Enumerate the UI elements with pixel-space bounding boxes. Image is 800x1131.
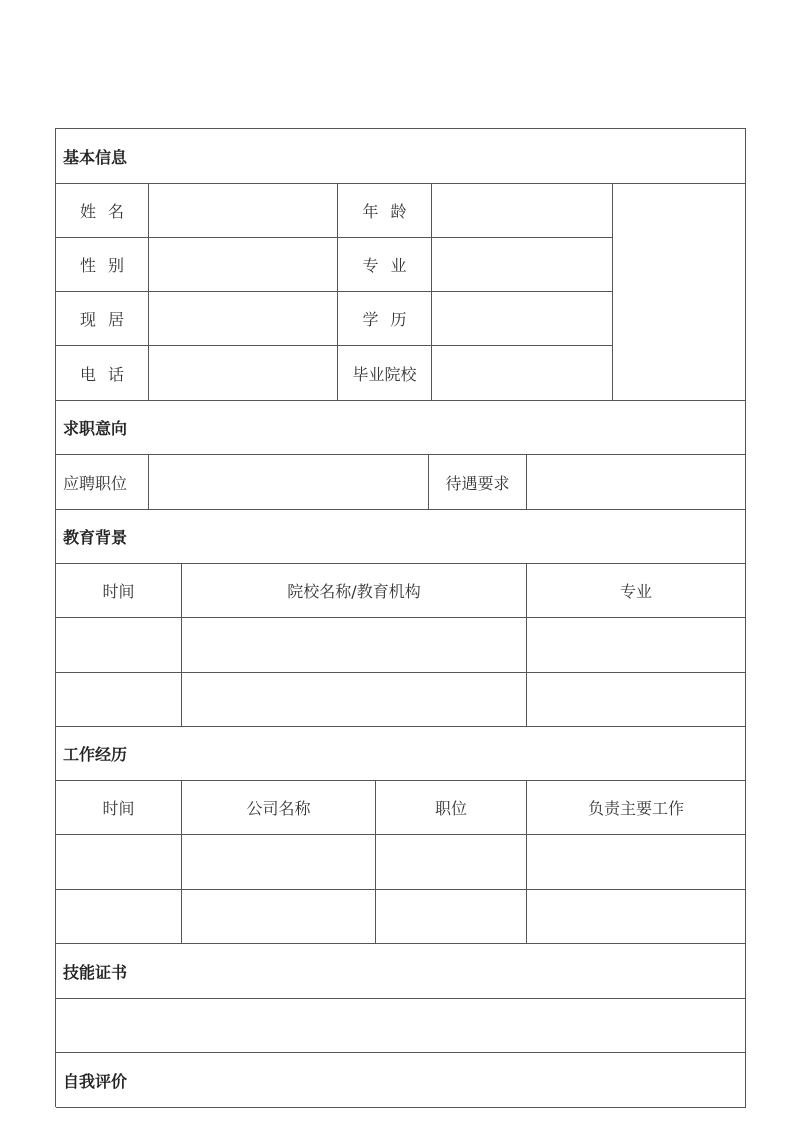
residence-label: 现居 [56, 292, 149, 346]
work-row-1-duties[interactable] [527, 835, 746, 890]
major-label: 专业 [338, 238, 432, 292]
work-row-1-position[interactable] [376, 835, 527, 890]
skills-field[interactable] [56, 999, 746, 1053]
school-label: 毕业院校 [338, 346, 432, 401]
work-row-2-time[interactable] [56, 890, 182, 944]
education-col-time: 时间 [56, 564, 182, 618]
resume-form [55, 128, 746, 1107]
work-col-duties: 负责主要工作 [527, 781, 746, 835]
major-field[interactable] [432, 238, 613, 292]
work-row-1-time[interactable] [56, 835, 182, 890]
education-row-1-time[interactable] [56, 618, 182, 673]
section-title-job-intention: 求职意向 [56, 401, 746, 455]
education-row-2-time[interactable] [56, 673, 182, 727]
position-label: 应聘职位 [56, 455, 149, 510]
education-label: 学历 [338, 292, 432, 346]
education-row-2-school[interactable] [182, 673, 527, 727]
gender-label: 性别 [56, 238, 149, 292]
education-row-1-major[interactable] [527, 618, 746, 673]
work-row-2-duties[interactable] [527, 890, 746, 944]
work-row-2-position[interactable] [376, 890, 527, 944]
age-field[interactable] [432, 184, 613, 238]
section-title-self-evaluation: 自我评价 [56, 1053, 746, 1108]
education-row-1-school[interactable] [182, 618, 527, 673]
age-label: 年龄 [338, 184, 432, 238]
work-col-position: 职位 [376, 781, 527, 835]
photo-area[interactable] [613, 184, 746, 401]
name-label: 姓名 [56, 184, 149, 238]
section-title-skills: 技能证书 [56, 944, 746, 999]
education-col-major: 专业 [527, 564, 746, 618]
education-row-2-major[interactable] [527, 673, 746, 727]
phone-field[interactable] [149, 346, 338, 401]
gender-field[interactable] [149, 238, 338, 292]
school-field[interactable] [432, 346, 613, 401]
salary-label: 待遇要求 [429, 455, 527, 510]
work-row-2-company[interactable] [182, 890, 376, 944]
work-col-company: 公司名称 [182, 781, 376, 835]
residence-field[interactable] [149, 292, 338, 346]
section-title-education: 教育背景 [56, 510, 746, 564]
education-col-school: 院校名称/教育机构 [182, 564, 527, 618]
work-col-time: 时间 [56, 781, 182, 835]
work-row-1-company[interactable] [182, 835, 376, 890]
phone-label: 电话 [56, 346, 149, 401]
section-title-basic-info: 基本信息 [56, 129, 746, 184]
education-field[interactable] [432, 292, 613, 346]
salary-field[interactable] [527, 455, 746, 510]
position-field[interactable] [149, 455, 429, 510]
section-title-work-experience: 工作经历 [56, 727, 746, 781]
name-field[interactable] [149, 184, 338, 238]
